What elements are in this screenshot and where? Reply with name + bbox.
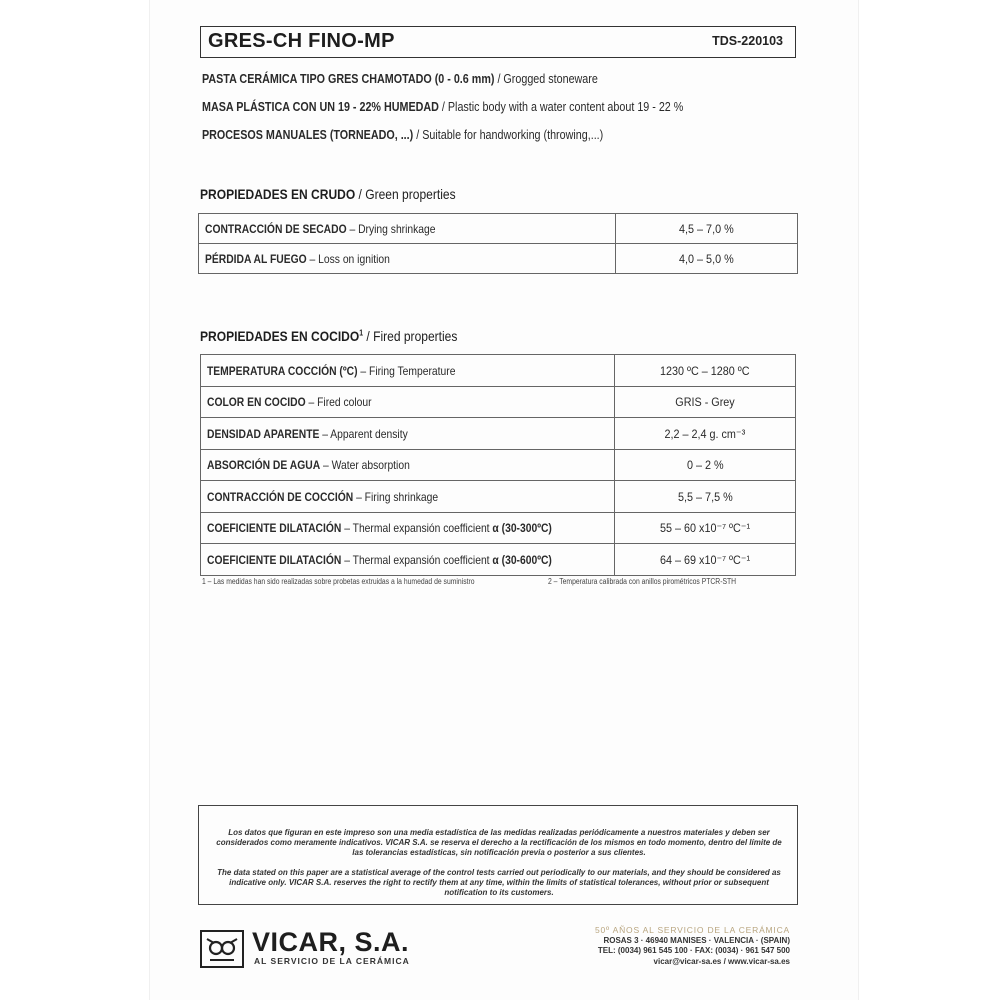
property-value: GRIS - Grey [615, 387, 796, 418]
company-phone: TEL: (0034) 961 545 100 · FAX: (0034) · 961 547 500 [597, 946, 790, 955]
table-row [201, 450, 796, 481]
green-properties-title [200, 186, 456, 202]
table-row [201, 481, 796, 513]
intro-line-2-es: MASA PLÁSTICA CON UN 19 - 22% HUMEDAD [202, 100, 439, 114]
intro-line-2-en: / Plastic body with a water content about 19 - 22 % [438, 100, 684, 114]
property-label: CONTRACCIÓN DE SECADO – Drying shrinkage [199, 214, 616, 244]
table-row [199, 214, 798, 244]
green-title-en: / Green properties [355, 186, 456, 202]
green-title-es: PROPIEDADES EN CRUDO [200, 186, 356, 202]
company-name: VICAR, S.A. [252, 927, 410, 957]
fired-properties-title [200, 328, 457, 344]
property-value: 4,0 – 5,0 % [616, 244, 798, 274]
company-tagline: AL SERVICIO DE LA CERÁMICA [254, 956, 410, 966]
disclaimer-es: Los datos que figuran en este impreso son una media estadística de las medidas realizadas periódicamente a nuestros materiales y deben ser considerados como meramente indicativos. VICAR S.A. se reserva el derecho a la rectificación de los mismos en todo momento, dentro del límite de las tolerancias estadísticas, sin notificación previa o posterior a sus clientes. [216, 828, 782, 857]
footnote-2: 2 – Temperatura calibrada con anillos pirométricos PTCR-STH [548, 577, 737, 586]
property-label: COLOR EN COCIDO – Fired colour [201, 387, 615, 418]
property-value: 0 – 2 % [615, 450, 796, 481]
footnote-1: 1 – Las medidas han sido realizadas sobre probetas extruidas a la humedad de suministro [202, 577, 475, 586]
green-properties-table [198, 213, 798, 274]
company-web: vicar@vicar-sa.es / www.vicar-sa.es [653, 956, 790, 966]
vicar-logo-icon [200, 930, 244, 968]
property-value: 4,5 – 7,0 % [616, 214, 798, 244]
property-label: PÉRDIDA AL FUEGO – Loss on ignition [199, 244, 616, 274]
intro-line-3 [202, 128, 603, 142]
table-row [199, 244, 798, 274]
intro-line-3-en: / Suitable for handworking (throwing,...) [413, 128, 604, 142]
table-row [201, 544, 796, 576]
fired-properties-table [200, 354, 796, 576]
company-info [595, 925, 790, 967]
table-row [201, 513, 796, 544]
fired-title-en: / Fired properties [363, 328, 458, 344]
table-row [201, 418, 796, 450]
table-row [201, 355, 796, 387]
product-title: GRES-CH FINO-MP [208, 30, 395, 52]
anniversary-text: 50º AÑOS AL SERVICIO DE LA CERÁMICA [594, 925, 790, 935]
property-value: 55 – 60 x10⁻⁷ ºC⁻¹ [615, 513, 796, 544]
intro-line-3-es: PROCESOS MANUALES (TORNEADO, ...) [202, 128, 414, 142]
fired-title-es: PROPIEDADES EN COCIDO [200, 328, 360, 344]
disclaimer-en: The data stated on this paper are a statistical average of the control tests carried out periodically to our materials, and they should be considered as indicative only. VICAR S.A. reserves the right to rectify them at any time, within the limits of statistical tolerances, without prior or subsequent notification to its customers. [217, 868, 781, 897]
table-row [201, 387, 796, 418]
property-value: 2,2 – 2,4 g. cm⁻³ [615, 418, 796, 450]
fired-title-sup: 1 [359, 328, 364, 338]
intro-line-1-es: PASTA CERÁMICA TIPO GRES CHAMOTADO (0 - 0.6 mm) [202, 72, 495, 86]
intro-line-2 [202, 100, 683, 114]
property-label: CONTRACCIÓN DE COCCIÓN – Firing shrinkage [201, 481, 615, 513]
property-label: TEMPERATURA COCCIÓN (ºC) – Firing Temperature [201, 355, 615, 387]
disclaimer-box [198, 805, 798, 905]
company-address: ROSAS 3 · 46940 MANISES · VALENCIA · (SPAIN) [603, 935, 790, 945]
property-label: COEFICIENTE DILATACIÓN – Thermal expansión coefficient α (30-600ºC) [201, 544, 615, 576]
intro-line-1-en: / Grogged stoneware [494, 72, 598, 86]
header-box [200, 26, 796, 58]
property-label: DENSIDAD APARENTE – Apparent density [201, 418, 615, 450]
property-label: ABSORCIÓN DE AGUA – Water absorption [201, 450, 615, 481]
logo-mark-icon [202, 932, 242, 966]
document-code: TDS-220103 [712, 34, 783, 48]
property-value: 5,5 – 7,5 % [615, 481, 796, 513]
property-value: 1230 ºC – 1280 ºC [615, 355, 796, 387]
property-label: COEFICIENTE DILATACIÓN – Thermal expansión coefficient α (30-300ºC) [201, 513, 615, 544]
intro-line-1 [202, 72, 598, 86]
property-value: 64 – 69 x10⁻⁷ ºC⁻¹ [615, 544, 796, 576]
